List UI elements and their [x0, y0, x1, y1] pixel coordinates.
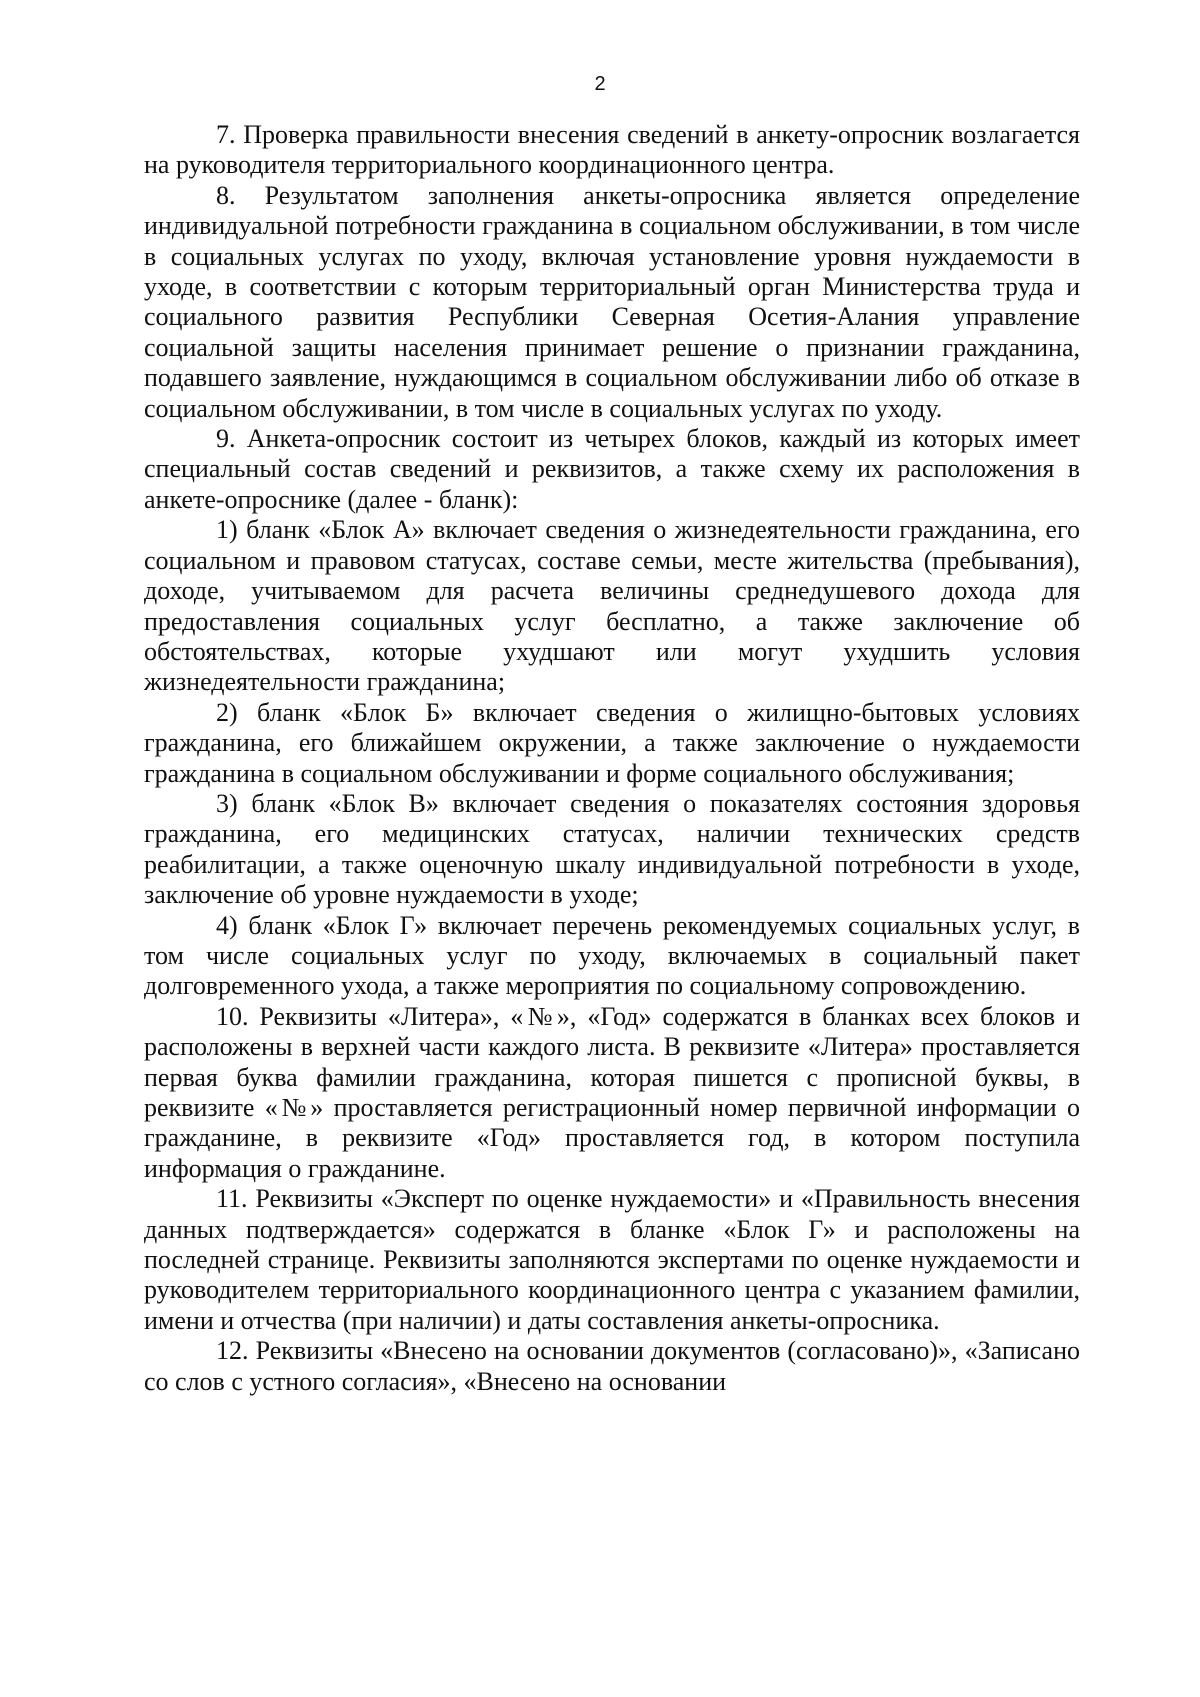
paragraph-8: 8. Результатом заполнения анкеты-опросника является определение индивидуальной потребности гражданина в социальном обслуживании, в том числе в социальных услугах по уходу, включая установление уровня нуждаемости в уходе, в соответствии с которым территориальный орган Министерства труда и социального развития Республики Северная Осетия-Алания управление социальной защиты населения принимает решение о признании гражданина, подавшего заявление, нуждающимся в социальном обслуживании либо об отказе в социальном обслуживании, в том числе в социальных услугах по уходу. — [144, 180, 1080, 423]
list-item-block-g: 4) бланк «Блок Г» включает перечень рекомендуемых социальных услуг, в том числе социальных услуг по уходу, включаемых в социальный пакет долговременного ухода, а также мероприятия по социальному сопровождению. — [144, 910, 1080, 1001]
list-item-block-a: 1) бланк «Блок А» включает сведения о жизнедеятельности гражданина, его социальном и правовом статусах, составе семьи, месте жительства (пребывания), доходе, учитываемом для расчета величины среднедушевого дохода для предоставления социальных услуг бесплатно, а также заключение об обстоятельствах, которые ухудшают или могут ухудшить условия жизнедеятельности гражданина; — [144, 515, 1080, 697]
list-item-block-b: 2) бланк «Блок Б» включает сведения о жилищно-бытовых условиях гражданина, его ближайшем окружении, а также заключение о нуждаемости гражданина в социальном обслуживании и форме социального обслуживания; — [144, 697, 1080, 788]
paragraph-7: 7. Проверка правильности внесения сведений в анкету-опросник возлагается на руководителя территориального координационного центра. — [144, 120, 1080, 180]
paragraph-10: 10. Реквизиты «Литера», «№», «Год» содержатся в бланках всех блоков и расположены в верхней части каждого листа. В реквизите «Литера» проставляется первая буква фамилии гражданина, которая пишется с прописной буквы, в реквизите «№» проставляется регистрационный номер первичной информации о гражданине, в реквизите «Год» проставляется год, в котором поступила информация о гражданине. — [144, 1001, 1080, 1183]
document-body — [144, 120, 1080, 1397]
list-item-block-v: 3) бланк «Блок В» включает сведения о показателях состояния здоровья гражданина, его медицинских статусах, наличии технических средств реабилитации, а также оценочную шкалу индивидуальной потребности в уходе, заключение об уровне нуждаемости в уходе; — [144, 788, 1080, 910]
paragraph-9: 9. Анкета-опросник состоит из четырех блоков, каждый из которых имеет специальный состав сведений и реквизитов, а также схему их расположения в анкете-опроснике (далее - бланк): — [144, 424, 1080, 514]
paragraph-12: 12. Реквизиты «Внесено на основании документов (согласовано)», «Записано со слов с устного согласия», «Внесено на основании — [144, 1336, 1080, 1396]
paragraph-11: 11. Реквизиты «Эксперт по оценке нуждаемости» и «Правильность внесения данных подтверждается» содержатся в бланке «Блок Г» и расположены на последней странице. Реквизиты заполняются экспертами по оценке нуждаемости и руководителем территориального координационного центра с указанием фамилии, имени и отчества (при наличии) и даты составления анкеты-опросника. — [144, 1184, 1080, 1335]
page-number: 2 — [594, 73, 606, 95]
